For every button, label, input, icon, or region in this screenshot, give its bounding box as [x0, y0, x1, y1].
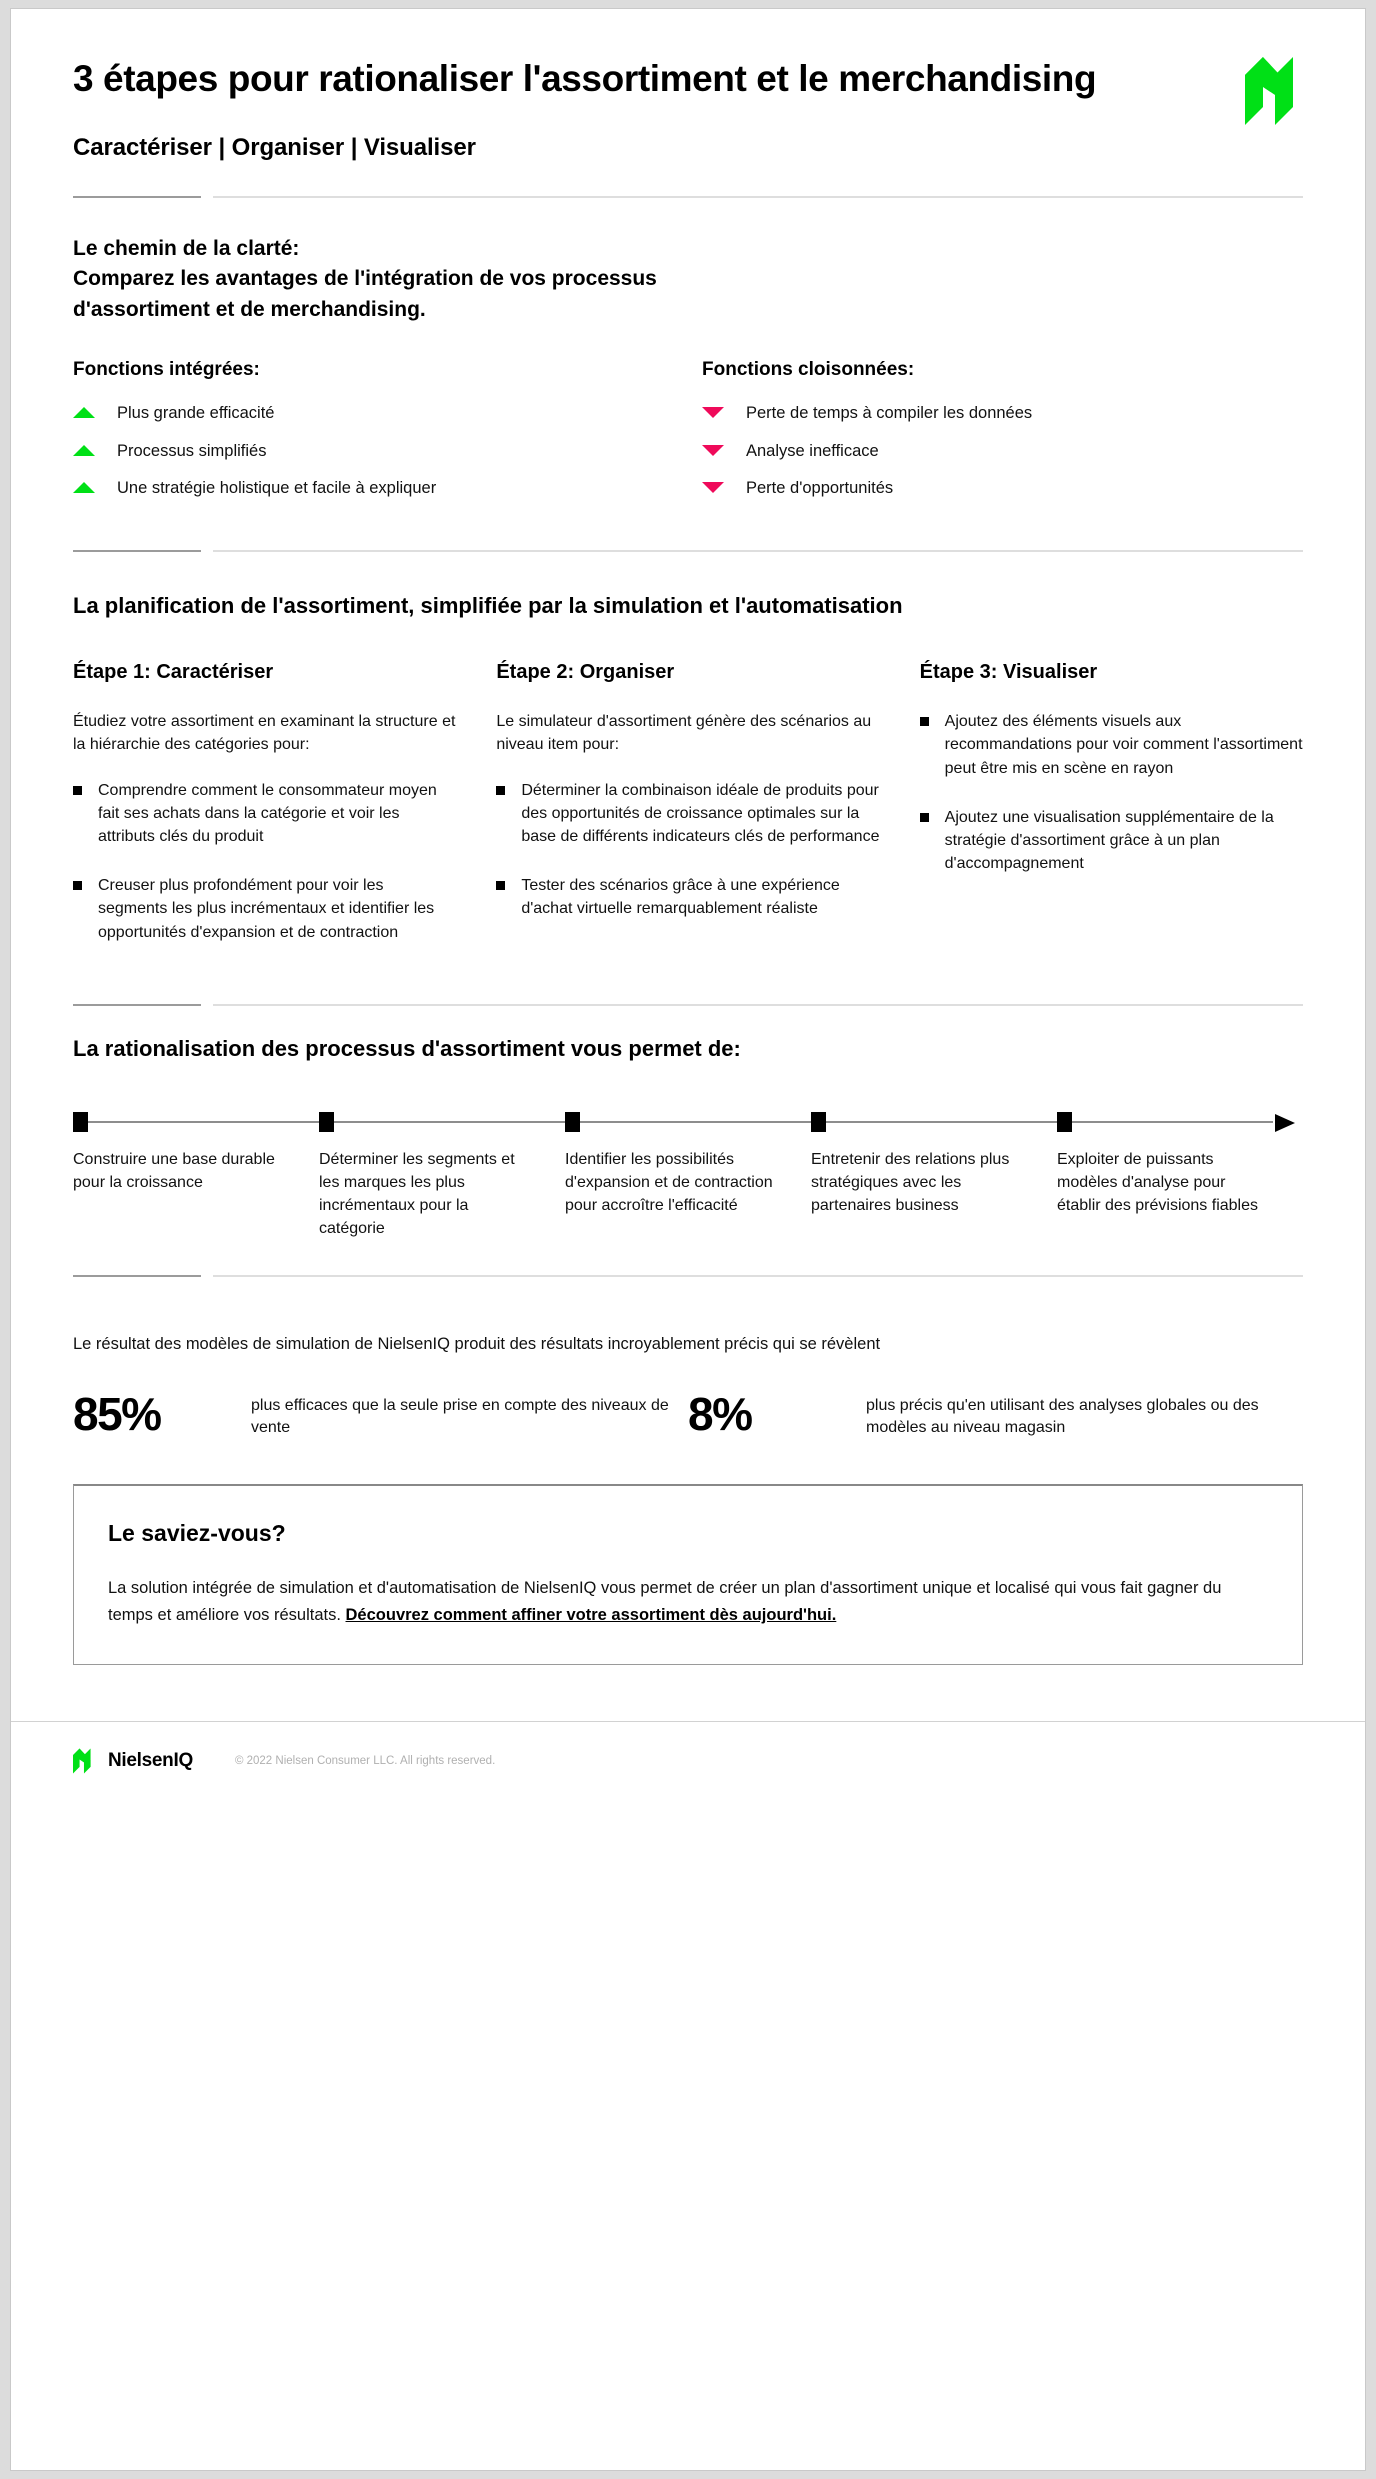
- timeline-marker-icon: [1057, 1112, 1072, 1132]
- did-you-know-callout: [73, 1484, 1303, 1665]
- triangle-down-icon: [702, 407, 724, 418]
- list-item: [920, 806, 1303, 876]
- step-title: Étape 2: Organiser: [496, 661, 675, 684]
- divider-dark-segment: [73, 550, 201, 552]
- siloed-heading: Fonctions cloisonnées:: [702, 359, 915, 381]
- timeline-item: [319, 1112, 565, 1241]
- timeline-marker-icon: [811, 1112, 826, 1132]
- list-item: [702, 478, 1303, 499]
- list-item: [702, 441, 1303, 462]
- square-bullet-icon: [920, 813, 929, 822]
- list-item-label: Creuser plus profondément pour voir les segments les plus incrémentaux et identifier les opportunités d'expansion et de contraction: [98, 877, 435, 941]
- divider-light-segment: [213, 196, 1303, 198]
- step-2: [496, 661, 879, 970]
- step-title: Étape 1: Caractériser: [73, 661, 274, 684]
- stat-description: plus efficaces que la seule prise en compte des niveaux de vente: [251, 1396, 669, 1437]
- integrated-column: [73, 359, 688, 516]
- nielseniq-logo-icon: [1245, 57, 1327, 125]
- list-item-label: Tester des scénarios grâce à une expérience d'achat virtuelle remarquablement réaliste: [521, 877, 840, 918]
- footer-copyright: © 2022 Nielsen Consumer LLC. All rights reserved.: [234, 1755, 496, 1768]
- step-bullets: [920, 710, 1303, 875]
- list-item: [73, 478, 688, 499]
- square-bullet-icon: [73, 786, 82, 795]
- divider-1-wrap: [11, 196, 1365, 198]
- divider-3-wrap: [11, 1004, 1365, 1006]
- footer-logo-label: NielsenIQ: [108, 1750, 193, 1772]
- square-bullet-icon: [73, 881, 82, 890]
- timeline-item-label: Entretenir des relations plus stratégiques avec les partenaires business: [811, 1150, 1010, 1215]
- timeline-item: [1057, 1112, 1303, 1241]
- step-bullets: [496, 779, 879, 921]
- stat-item: [73, 1387, 688, 1440]
- stat-value: 85%: [73, 1387, 161, 1440]
- stat-description: plus précis qu'en utilisant des analyses globales ou des modèles au niveau magasin: [866, 1396, 1259, 1437]
- divider-dark-segment: [73, 196, 201, 198]
- divider-dark-segment: [73, 1004, 201, 1006]
- integrated-heading: Fonctions intégrées:: [73, 359, 260, 381]
- steps-section: [11, 552, 1365, 970]
- divider-dark-segment: [73, 1275, 201, 1277]
- triangle-down-icon: [702, 445, 724, 456]
- divider: [73, 550, 1303, 552]
- divider: [73, 196, 1303, 198]
- list-item-label: Déterminer la combinaison idéale de produits pour des opportunités de croissance optimales sur la base de différents indicateurs clés de performance: [521, 781, 880, 845]
- page-footer: [11, 1722, 1365, 1774]
- divider-light-segment: [213, 1004, 1303, 1006]
- page-subtitle: Caractériser | Organiser | Visualiser: [73, 133, 476, 161]
- compare-lead-line-1: Le chemin de la clarté:: [73, 236, 300, 260]
- timeline-items: [73, 1112, 1303, 1241]
- compare-columns: [73, 359, 1303, 516]
- list-item-label: Analyse inefficace: [746, 441, 879, 460]
- square-bullet-icon: [496, 786, 505, 795]
- timeline-heading: La rationalisation des processus d'assortiment vous permet de:: [73, 1035, 741, 1061]
- list-item-label: Plus grande efficacité: [117, 404, 275, 423]
- square-bullet-icon: [920, 717, 929, 726]
- list-item-label: Ajoutez des éléments visuels aux recommandations pour voir comment l'assortiment peut être mis en scène en rayon: [944, 713, 1303, 777]
- compare-section: [11, 198, 1365, 516]
- list-item-label: Ajoutez une visualisation supplémentaire de la stratégie d'assortiment grâce à un plan d'accompagnement: [944, 808, 1274, 873]
- nielseniq-logo-icon: [73, 1748, 103, 1774]
- divider-4-wrap: [11, 1275, 1365, 1277]
- list-item: [702, 403, 1303, 424]
- triangle-up-icon: [73, 445, 95, 456]
- step-3: [920, 661, 1303, 970]
- list-item: [73, 874, 456, 944]
- timeline: [73, 1112, 1303, 1241]
- divider-light-segment: [213, 550, 1303, 552]
- list-item: [73, 441, 688, 462]
- stat-value: 8%: [688, 1387, 752, 1440]
- callout-body-text: La solution intégrée de simulation et d'automatisation de NielsenIQ vous permet de créer un plan d'assortiment unique et localisé qui vous fait gagner du temps et améliore vos résultats.: [108, 1578, 1222, 1624]
- triangle-up-icon: [73, 407, 95, 418]
- timeline-item: [811, 1112, 1057, 1241]
- step-title: Étape 3: Visualiser: [919, 661, 1098, 684]
- square-bullet-icon: [496, 881, 505, 890]
- divider-2-wrap: [11, 550, 1365, 552]
- timeline-item-label: Construire une base durable pour la croissance: [73, 1150, 275, 1191]
- timeline-marker-icon: [319, 1112, 334, 1132]
- list-item: [920, 710, 1303, 780]
- timeline-section: [11, 1006, 1365, 1241]
- step-intro: Étudiez votre assortiment en examinant la structure et la hiérarchie des catégories pour:: [73, 713, 456, 754]
- timeline-item-label: Identifier les possibilités d'expansion et de contraction pour accroître l'efficacité: [565, 1150, 773, 1215]
- stats-section: [11, 1277, 1365, 1440]
- step-intro: Le simulateur d'assortiment génère des scénarios au niveau item pour:: [496, 713, 872, 754]
- siloed-list: [702, 403, 1303, 499]
- callout-cta-link[interactable]: Découvrez comment affiner votre assortiment dès aujourd'hui.: [345, 1605, 837, 1624]
- step-bullets: [73, 779, 456, 944]
- timeline-item: [565, 1112, 811, 1241]
- siloed-column: [688, 359, 1303, 516]
- timeline-item-label: Déterminer les segments et les marques les plus incrémentaux pour la catégorie: [319, 1150, 515, 1238]
- steps-columns: [73, 661, 1303, 970]
- divider-light-segment: [213, 1275, 1303, 1277]
- stats-lead: Le résultat des modèles de simulation de NielsenIQ produit des résultats incroyablement précis qui se révèlent: [73, 1334, 881, 1353]
- integrated-list: [73, 403, 688, 499]
- page-header: [11, 9, 1365, 162]
- footer-logo: [73, 1748, 193, 1774]
- compare-lead-line-2: Comparez les avantages de l'intégration de vos processus d'assortiment et de merchandising.: [73, 267, 657, 321]
- stats-row: [73, 1387, 1303, 1440]
- timeline-item: [73, 1112, 319, 1241]
- timeline-marker-icon: [73, 1112, 88, 1132]
- list-item-label: Processus simplifiés: [117, 441, 267, 460]
- list-item-label: Perte d'opportunités: [746, 479, 894, 498]
- page-title: 3 étapes pour rationaliser l'assortiment et le merchandising: [73, 58, 1097, 99]
- list-item: [496, 874, 879, 920]
- list-item-label: Perte de temps à compiler les données: [746, 404, 1033, 423]
- steps-heading: La planification de l'assortiment, simplifiée par la simulation et l'automatisation: [73, 593, 903, 619]
- triangle-up-icon: [73, 482, 95, 493]
- stat-item: [688, 1387, 1303, 1440]
- list-item-label: Une stratégie holistique et facile à expliquer: [117, 479, 437, 498]
- triangle-down-icon: [702, 482, 724, 493]
- list-item: [496, 779, 879, 849]
- compare-lead: [73, 234, 773, 325]
- step-1: [73, 661, 456, 970]
- callout-body: [108, 1575, 1268, 1628]
- divider: [73, 1004, 1303, 1006]
- timeline-item-label: Exploiter de puissants modèles d'analyse pour établir des prévisions fiables: [1057, 1150, 1258, 1215]
- callout-title: Le saviez-vous?: [108, 1519, 286, 1546]
- list-item: [73, 403, 688, 424]
- list-item-label: Comprendre comment le consommateur moyen fait ses achats dans la catégorie et voir les attributs clés du produit: [98, 781, 437, 845]
- infographic-page: [10, 8, 1366, 2471]
- timeline-marker-icon: [565, 1112, 580, 1132]
- list-item: [73, 779, 456, 849]
- divider: [73, 1275, 1303, 1277]
